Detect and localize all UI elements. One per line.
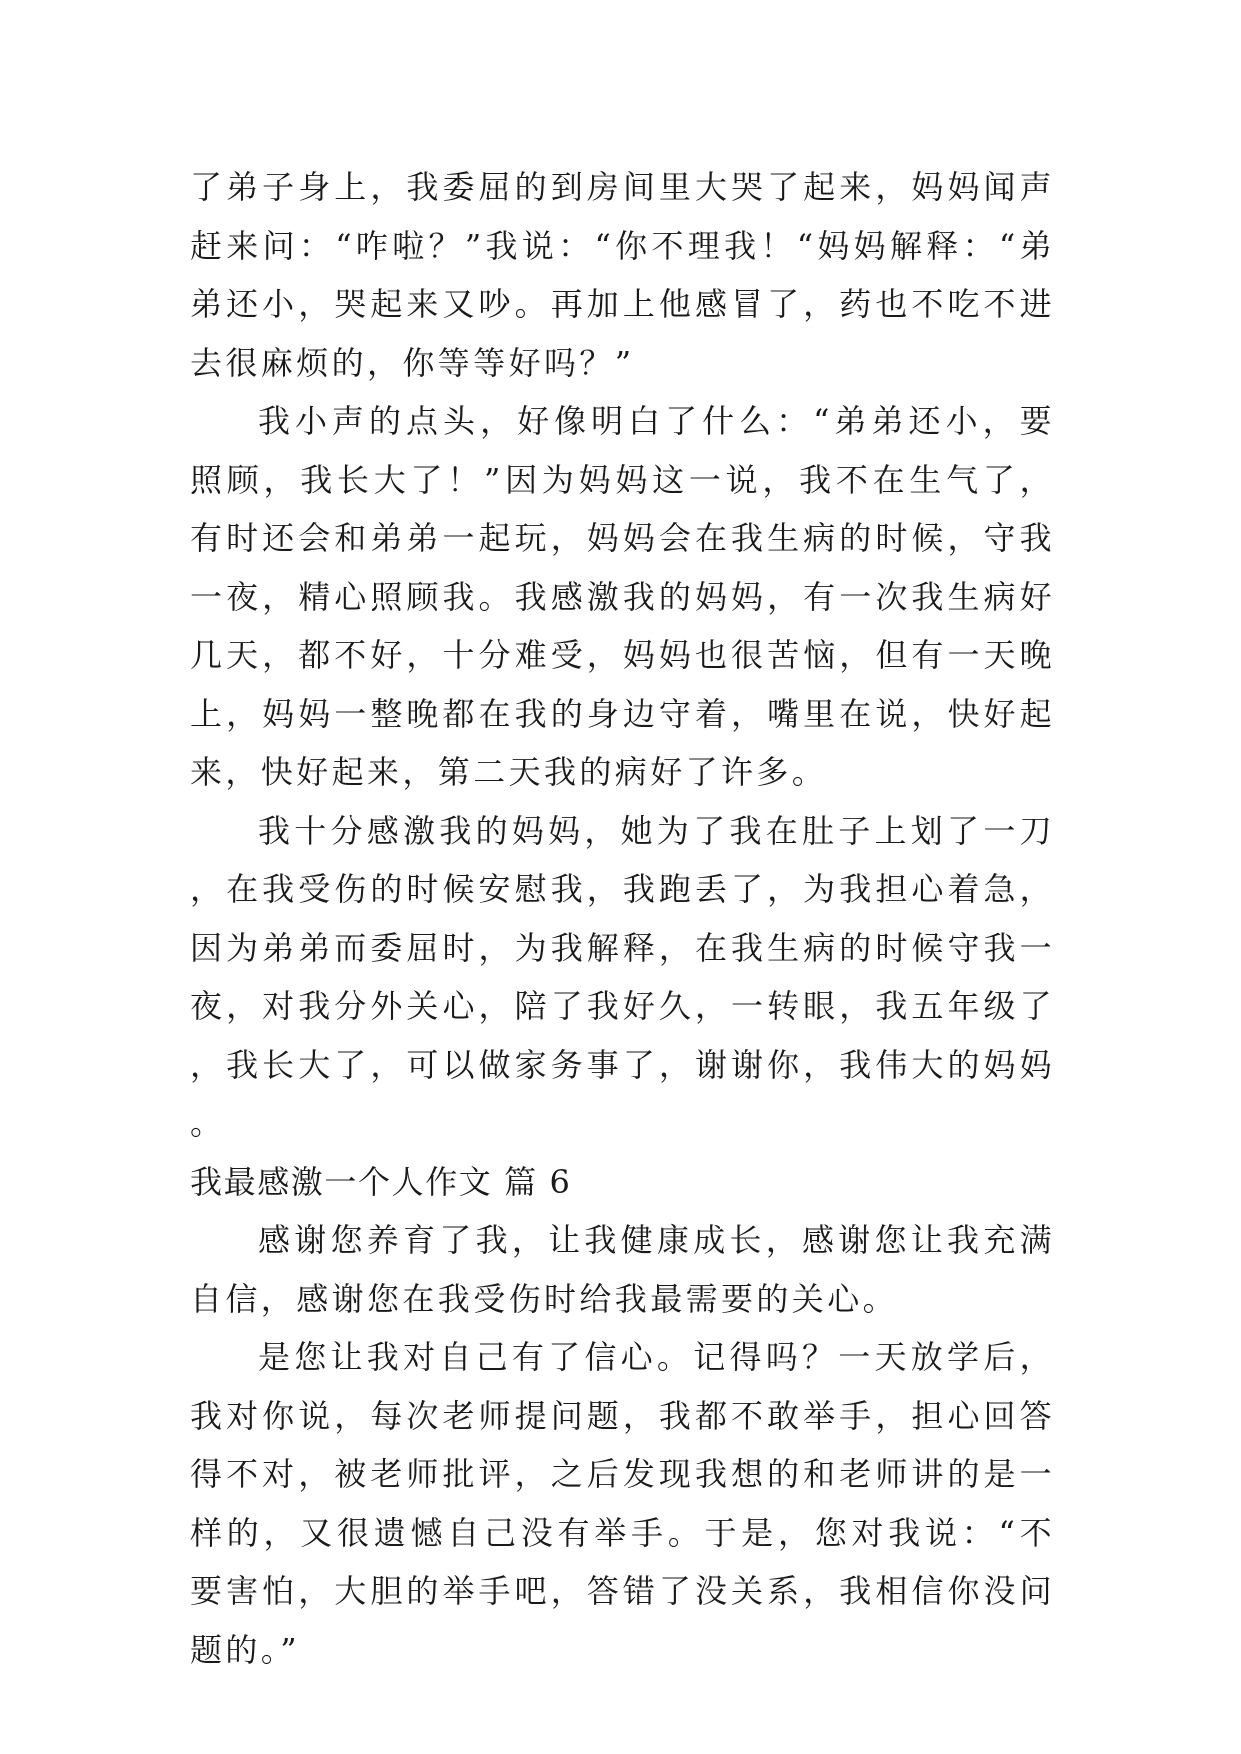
paragraph: 我十分感激我的妈妈，她为了我在肚子上划了一刀，在我受伤的时候安慰我，我跑丢了，为我担心着急，因为弟弟而委屈时，为我解释，在我生病的时候守我一夜，对我分外关心，陪了我好久，一转眼，我五年级了，我长大了，可以做家务事了，谢谢你，我伟大的妈妈。 xyxy=(190,811,1055,1142)
document-body xyxy=(190,158,1055,1679)
paragraph: 感谢您养育了我，让我健康成长，感谢您让我充满自信，感谢您在我受伤时给我最需要的关心。 xyxy=(190,1221,1055,1318)
section-heading: 我最感激一个人作文 篇 6 xyxy=(190,1162,572,1201)
paragraph: 是您让我对自己有了信心。记得吗？一天放学后，我对你说，每次老师提问题，我都不敢举手，担心回答得不对，被老师批评，之后发现我想的和老师讲的是一样的，又很遗憾自己没有举手。于是，您对我说：“不要害怕，大胆的举手吧，答错了没关系，我相信你没问题的。” xyxy=(190,1338,1055,1669)
paragraph: 了弟子身上，我委屈的到房间里大哭了起来，妈妈闻声赶来问：“咋啦？”我说：“你不理我！“妈妈解释：“弟弟还小，哭起来又吵。再加上他感冒了，药也不吃不进去很麻烦的，你等等好吗？” xyxy=(190,168,1055,382)
paragraph: 我小声的点头，好像明白了什么：“弟弟还小，要照顾，我长大了！”因为妈妈这一说，我不在生气了，有时还会和弟弟一起玩，妈妈会在我生病的时候，守我一夜，精心照顾我。我感激我的妈妈，有一次我生病好几天，都不好，十分难受，妈妈也很苦恼，但有一天晚上，妈妈一整晚都在我的身边守着，嘴里在说，快好起来，快好起来，第二天我的病好了许多。 xyxy=(190,402,1055,791)
